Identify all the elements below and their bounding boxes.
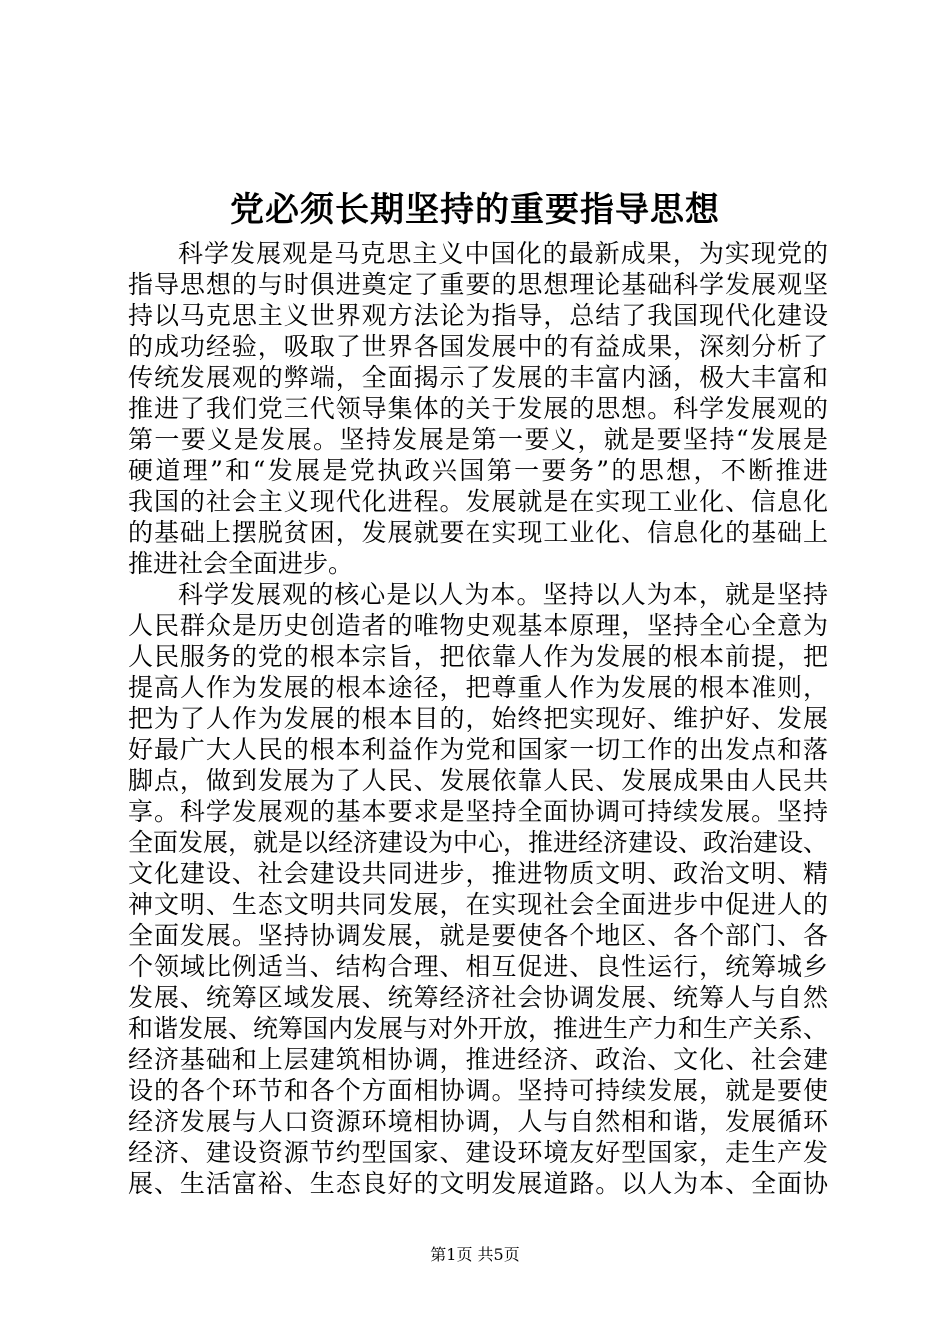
text-line: 设的各个环节和各个方面相协调。坚持可持续发展，就是要使 xyxy=(128,1076,828,1105)
text-line: 的基础上摆脱贫困，发展就要在实现工业化、信息化的基础上 xyxy=(128,518,828,547)
document-body xyxy=(128,238,828,1199)
text-line: 推进了我们党三代领导集体的关于发展的思想。科学发展观的 xyxy=(128,394,828,423)
text-line: 神文明、生态文明共同发展，在实现社会全面进步中促进人的 xyxy=(128,890,828,919)
text-line: 传统发展观的弊端，全面揭示了发展的丰富内涵，极大丰富和 xyxy=(128,363,828,392)
text-line: 好最广大人民的根本利益作为党和国家一切工作的出发点和落 xyxy=(128,735,828,764)
text-line: 科学发展观是马克思主义中国化的最新成果，为实现党的 xyxy=(178,239,828,268)
text-line: 硬道理”和“发展是党执政兴国第一要务”的思想，不断推进 xyxy=(128,456,828,485)
text-line: 科学发展观的核心是以人为本。坚持以人为本，就是坚持 xyxy=(178,580,828,609)
text-line: 全面发展。坚持协调发展，就是要使各个地区、各个部门、各 xyxy=(128,921,828,950)
document-title: 党必须长期坚持的重要指导思想 xyxy=(230,190,720,230)
text-line: 第一要义是发展。坚持发展是第一要义，就是要坚持“发展是 xyxy=(128,425,828,454)
text-line: 持以马克思主义世界观方法论为指导，总结了我国现代化建设 xyxy=(128,301,828,330)
text-line: 经济基础和上层建筑相协调，推进经济、政治、文化、社会建 xyxy=(128,1045,828,1074)
text-line: 脚点，做到发展为了人民、发展依靠人民、发展成果由人民共 xyxy=(128,766,828,795)
text-line: 人民群众是历史创造者的唯物史观基本原理，坚持全心全意为 xyxy=(128,611,828,640)
text-line: 展、生活富裕、生态良好的文明发展道路。以人为本、全面协 xyxy=(128,1169,828,1198)
text-line: 人民服务的党的根本宗旨，把依靠人作为发展的根本前提，把 xyxy=(128,642,828,671)
text-line: 指导思想的与时俱进奠定了重要的思想理论基础科学发展观坚 xyxy=(128,270,828,299)
text-line: 全面发展，就是以经济建设为中心，推进经济建设、政治建设、 xyxy=(128,828,829,857)
text-line: 发展、统筹区域发展、统筹经济社会协调发展、统筹人与自然 xyxy=(128,983,828,1012)
page-footer: 第1页 共5页 xyxy=(430,1245,520,1264)
text-line: 我国的社会主义现代化进程。发展就是在实现工业化、信息化 xyxy=(128,487,828,516)
text-line: 把为了人作为发展的根本目的，始终把实现好、维护好、发展 xyxy=(128,704,828,733)
text-line: 和谐发展、统筹国内发展与对外开放，推进生产力和生产关系、 xyxy=(128,1014,829,1043)
text-line: 推进社会全面进步。 xyxy=(128,549,354,578)
text-line: 文化建设、社会建设共同进步，推进物质文明、政治文明、精 xyxy=(128,859,828,888)
text-line: 个领域比例适当、结构合理、相互促进、良性运行，统筹城乡 xyxy=(128,952,828,981)
text-line: 享。科学发展观的基本要求是坚持全面协调可持续发展。坚持 xyxy=(128,797,828,826)
text-line: 经济、建设资源节约型国家、建设环境友好型国家，走生产发 xyxy=(128,1138,828,1167)
text-line: 经济发展与人口资源环境相协调，人与自然相和谐，发展循环 xyxy=(128,1107,828,1136)
text-line: 的成功经验，吸取了世界各国发展中的有益成果，深刻分析了 xyxy=(128,332,828,361)
text-line: 提高人作为发展的根本途径，把尊重人作为发展的根本准则， xyxy=(128,673,828,702)
